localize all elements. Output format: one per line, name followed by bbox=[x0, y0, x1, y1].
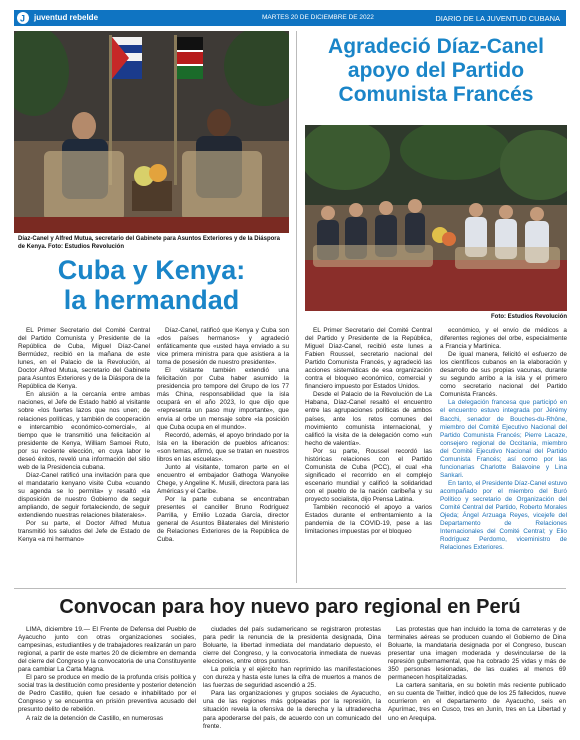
paragraph: EL Primer Secretario del Comité Central del Partido y Presidente de la República, Miguel Díaz-Canel, recibió este lunes a Fabien Roussel, secretario nacional del Partido Comunista Francés, y agradeció las acciones sistemáticas de esa organización contra el bloqueo económico, comercial y financiero impuesto por Estados Unidos. bbox=[305, 327, 432, 391]
paragraph: Díaz-Canel, ratificó que Kenya y Cuba son «dos países hermanos» y agradeció enfáticamente que «usted haya enviado a su vice primera ministra para que asistiera a la toma de posesión de nuestro presidente». bbox=[157, 327, 289, 367]
photo-caption-kenya: Díaz-Canel y Alfred Mutua, secretario del Gabinete para Asuntos Exteriores y de la Diáspora de Kenya. Foto: Estudios Revolución bbox=[18, 236, 280, 250]
svg-text:J: J bbox=[20, 13, 26, 24]
photo-cuba-kenya bbox=[14, 31, 289, 233]
headline-line: apoyo del Partido bbox=[347, 59, 525, 82]
paragraph: La cartera sanitaria, en su boletín más reciente publicado en su cuenta de Twitter, indicó que de los 25 fallecidos, nueve ocurrieron en el departamento de Ayacucho, seis en Apurímac, tres en Cusco, tres en Junín, tres en La Libertad y uno en Arequipa. bbox=[388, 682, 566, 722]
paragraph: La policía y el ejército han reprimido las manifestaciones con dureza y hasta este lunes la cifra de muertos a manos de las fuerzas de seguridad ascendió a 25. bbox=[203, 666, 381, 690]
paragraph: económico, y el envío de médicos a diferentes regiones del orbe, especialmente a Francia y Martinica. bbox=[440, 327, 567, 351]
paragraph: EL Primer Secretario del Comité Central del Partido Comunista y Presidente de la República de Cuba, Miguel Díaz-Canel Bermúdez, recibió en la mañana de este lunes, en el Palacio de la Revolución, al Doctor Alfred Mutua, secretario del Gabinete para Asuntos Exteriores y de la Diáspora de la República de Kenya. bbox=[18, 327, 150, 391]
paragraph: Desde el Palacio de la Revolución de La Habana, Díaz-Canel resaltó el encuentro entre las agrupaciones políticas de ambos países, ante los retos comunes del movimiento comunista internacional, y calificó la visita de la delegación como «un hecho de valentía». bbox=[305, 391, 432, 447]
paper-name: juventud rebelde bbox=[34, 13, 99, 22]
paragraph: En tanto, el Presidente Díaz-Canel estuvo acompañado por el miembro del Buró Político y secretario de Organización del Comité Central del Partido, Roberto Morales Ojeda; Ángel Arzuaga Reyes, vicejefe del Departamento de Relaciones Internacionales del Comité Central; y Elio Rodríguez Perdomo, viceministro de Relaciones Exteriores. bbox=[440, 479, 567, 552]
paragraph: Para las organizaciones y grupos sociales de Ayacucho, una de las regiones más golpeadas por la represión, la situación revela la ofensiva de la derecha y la ultraderecha para apoderarse del país, de acuerdo con un comunicado del frente. bbox=[203, 690, 381, 730]
issue-date: MARTES 20 DE DICIEMBRE DE 2022 bbox=[262, 14, 374, 21]
photo-caption-frances: Foto: Estudios Revolución bbox=[491, 314, 567, 320]
paragraph: La delegación francesa que participó en el encuentro estuvo integrada por Jérémy Bacchi, senador de Bouches-du-Rhône, miembro del Comité Ejecutivo Nacional del Partido Comunista Francés; Pierre Lacaze, consejero regional de Occitania, miembro del Comité Ejecutivo Nacional del Partido Comunista Francés; así como por las funcionarias Charlotte Balavoine y Lina Sankari. bbox=[440, 399, 567, 479]
paragraph: También reconoció el apoyo a varios Estados durante el enfrentamiento a la pandemia de la COVID-19, pese a las limitaciones impuestas por el bloqueo bbox=[305, 504, 432, 536]
paragraph: Díaz-Canel ratificó una invitación para que el mandatario kenyano visite Cuba «cuando su agenda se lo permita» y resaltó «la disposición de nuestro Gobierno de seguir ampliando, de seguir fortaleciendo, de seguir extendiendo nuestras relaciones bilaterales». bbox=[18, 471, 150, 520]
headline-cuba-kenya bbox=[14, 255, 289, 315]
paragraph: El visitante también extendió una felicitación por Cuba haber asumido la presidencia pro tempore del Grupo de los 77 más China, responsabilidad que la isla ocupará en el año 2023, lo que dijo que «representa un paso muy importante», que envía al orbe un mensaje sobre «la posición que Cuba ocupa en el mundo». bbox=[157, 367, 289, 431]
paragraph: De igual manera, felicitó el esfuerzo de los científicos cubanos en la elaboración y desarrollo de sus propias vacunas, durante su segundo arribo a la isla y el primero como secretario nacional del Partido Comunista Francés. bbox=[440, 351, 567, 399]
headline-line: Comunista Francés bbox=[338, 83, 534, 106]
headline-line: Cuba y Kenya: bbox=[57, 255, 246, 285]
frances-column-2 bbox=[440, 327, 567, 583]
headline-paro-peru: Convocan para hoy nuevo paro regional en Perú bbox=[59, 596, 521, 618]
kenya-column-2 bbox=[157, 327, 289, 583]
paragraph: ciudades del país sudamericano se registraron protestas para pedir la renuncia de la presidenta designada, Dina Boluarte, la libertad inmediata del mandatario depuesto, el cierre del Congreso, y la convocatoria inmediata de nuevas elecciones, entre otros puntos. bbox=[203, 626, 381, 666]
paragraph: Por la parte cubana se encontraban presentes el canciller Bruno Rodríguez Parrilla, y Emilio Lozada García, director general de Asuntos Bilaterales del Ministerio de Relaciones Exteriores de la República de Cuba. bbox=[157, 495, 289, 544]
paragraph: El paro se produce en medio de la profunda crisis política y social tras la destitución como presidente y posterior detención de Pedro Castillo, quien fue cesado e inhabilitado por el Congreso y se encuentra en prisión preventiva acusado del presunto delito de rebelión. bbox=[18, 674, 196, 714]
peru-column-2 bbox=[203, 626, 381, 738]
paragraph: LIMA, diciembre 19.— El Frente de Defensa del Pueblo de Ayacucho junto con otras organizaciones sociales, campesinas, estudiantiles y de trabajadores realizarán un paro regional, a partir de este martes 20 de diciembre en demanda del cierre del Congreso y la convocatoria de una Constituyente para cambiar La Carta Magna. bbox=[18, 626, 196, 674]
photo-partido-frances bbox=[305, 125, 567, 311]
paper-tagline: DIARIO DE LA JUVENTUD CUBANA bbox=[435, 13, 560, 23]
headline-line: la hermandad bbox=[63, 285, 240, 315]
frances-column-1 bbox=[305, 327, 432, 583]
peru-column-3 bbox=[388, 626, 566, 738]
column-divider bbox=[296, 31, 297, 583]
paragraph: Junto al visitante, tomaron parte en el encuentro el embajador Gathoga Wanyoike Chege, y Angeline K. Musili, directora para las Américas y el Caribe. bbox=[157, 463, 289, 495]
section-divider bbox=[14, 588, 566, 589]
paragraph: Por su parte, Roussel recordó las históricas relaciones con el Partido Comunista de Cuba (PCC), el cual «ha significado el recorrido en el complejo escenario mundial y calificó la solidaridad con el pueblo de la nación caribeña y su proyecto socialista, dijo Prensa Latina. bbox=[305, 447, 432, 503]
headline-partido-frances bbox=[305, 35, 567, 107]
headline-line: Agradeció Díaz-Canel bbox=[328, 35, 544, 58]
paragraph: En alusión a la cercanía entre ambas naciones, el Jefe de Estado habló al visitante sobre «los fuertes lazos que nos unen; de relaciones políticas, y también de cooperación e intercambio económico-comercial», al tiempo que le transmitió una felicitación al presidente de Kenya, William Samoei Ruto, por su reciente elección, en cuya labor le deseó éxitos, reveló una información del sitio web de la Presidencia cubana. bbox=[18, 391, 150, 471]
paragraph: Recordó, además, el apoyo brindado por la Isla en la liberación de pueblos africanos: «son temas, afirmó, que se tratan en nuestros libros en las escuelas». bbox=[157, 431, 289, 463]
paragraph: Las protestas que han incluido la toma de carreteras y de terminales aéreas se producen cuando el Gobierno de Dina Boluarte, la mandataria designada por el Congreso, buscan presentar una imagen moderada y desvincularse de la represión gubernamental, que ha cobrado 25 vidas y más de 350 personas lesionadas, de las cuales al menos 69 permanecen hospitalizadas. bbox=[388, 626, 566, 682]
jr-logo-icon bbox=[17, 12, 29, 24]
paragraph: A raíz de la detención de Castillo, en numerosas bbox=[26, 714, 164, 722]
masthead-bar bbox=[14, 10, 566, 26]
kenya-column-1 bbox=[18, 327, 150, 583]
paragraph: Por su parte, el Doctor Alfred Mutua transmitió los saludos del Jefe de Estado de Kenya «a mi hermano» bbox=[18, 520, 150, 544]
peru-column-1 bbox=[18, 626, 196, 738]
